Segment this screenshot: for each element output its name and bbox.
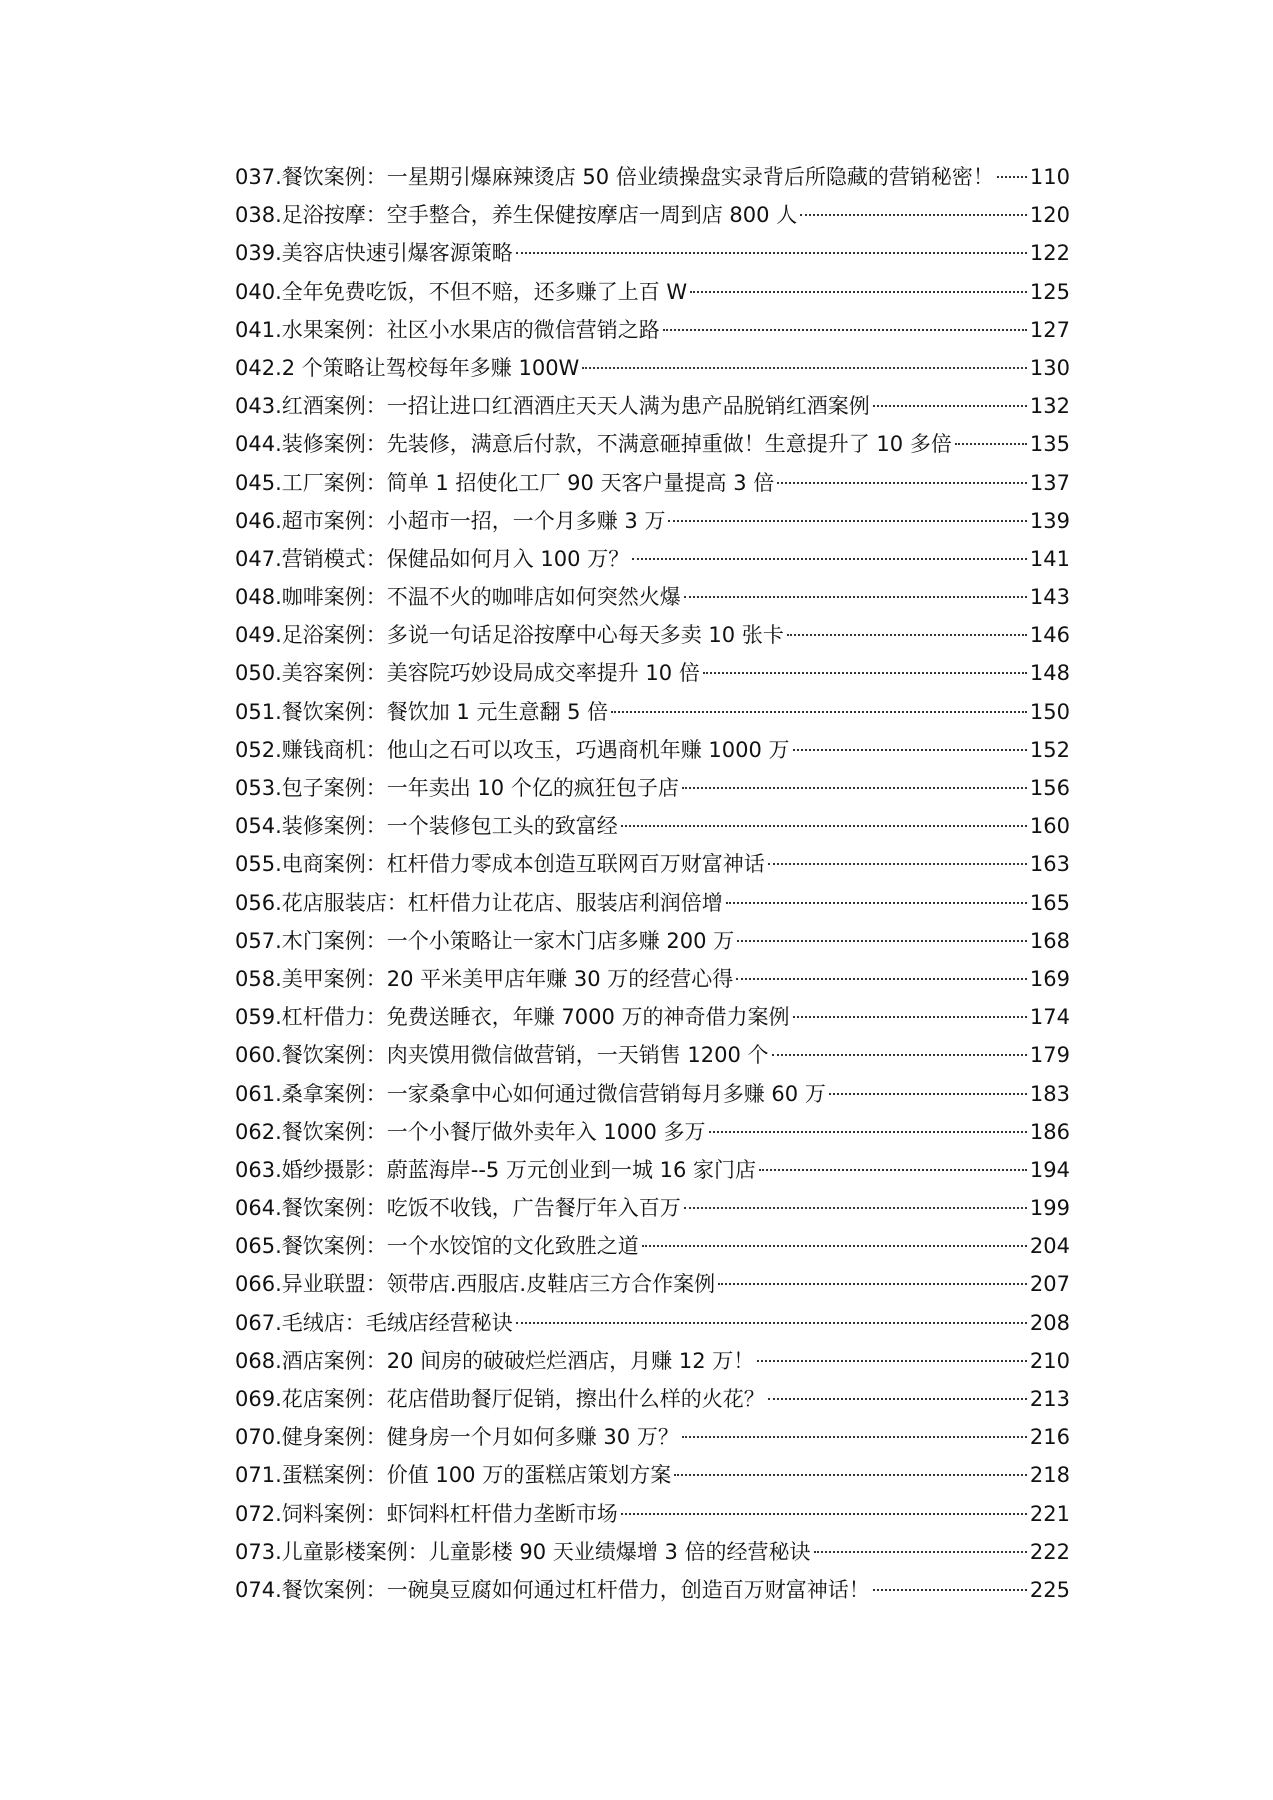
toc-dot-leader	[768, 863, 1027, 865]
toc-entry[interactable]	[235, 693, 1070, 731]
toc-entry-page-number: 174	[1029, 1005, 1070, 1030]
toc-dot-leader	[516, 1322, 1027, 1324]
toc-dot-leader	[768, 1398, 1027, 1400]
toc-entry-page-number: 210	[1029, 1348, 1070, 1373]
toc-entry-page-number: 216	[1029, 1425, 1070, 1450]
toc-entry-title: 044.装修案例：先装修，满意后付款，不满意砸掉重做！生意提升了 10 多倍	[235, 432, 952, 457]
toc-entry-page-number: 125	[1029, 279, 1070, 304]
toc-entry[interactable]	[235, 1265, 1070, 1303]
toc-entry[interactable]	[235, 922, 1070, 960]
toc-entry-title: 061.桑拿案例：一家桑拿中心如何通过微信营销每月多赚 60 万	[235, 1081, 826, 1106]
toc-entry-page-number: 143	[1029, 585, 1070, 610]
toc-entry-page-number: 156	[1029, 776, 1070, 800]
toc-entry-title: 070.健身案例：健身房一个月如何多赚 30 万？	[235, 1425, 679, 1450]
toc-entry-page-number: 204	[1029, 1234, 1070, 1259]
toc-entry[interactable]	[235, 1342, 1070, 1380]
toc-entry-title: 071.蛋糕案例：价值 100 万的蛋糕店策划方案	[235, 1463, 672, 1488]
toc-dot-leader	[793, 749, 1027, 751]
toc-entry-title: 037.餐饮案例：一星期引爆麻辣烫店 50 倍业绩操盘实录背后所隐藏的营销秘密！	[235, 165, 994, 189]
toc-dot-leader	[642, 1245, 1027, 1247]
toc-entry-title: 067.毛绒店：毛绒店经营秘诀	[235, 1310, 513, 1335]
toc-entry-title: 053.包子案例：一年卖出 10 个亿的疯狂包子店	[235, 776, 679, 800]
toc-dot-leader	[684, 1207, 1027, 1209]
toc-entry-title: 048.咖啡案例：不温不火的咖啡店如何突然火爆	[235, 585, 681, 610]
toc-dot-leader	[632, 558, 1027, 560]
toc-entry[interactable]	[235, 1189, 1070, 1227]
toc-dot-leader	[621, 825, 1027, 827]
toc-entry-page-number: 146	[1029, 623, 1070, 648]
toc-entry-title: 059.杠杆借力：免费送睡衣，年赚 7000 万的神奇借力案例	[235, 1005, 790, 1030]
toc-entry-page-number: 179	[1029, 1043, 1070, 1068]
toc-dot-leader	[684, 596, 1027, 598]
toc-entry-title: 068.酒店案例：20 间房的破破烂烂酒店，月赚 12 万！	[235, 1348, 755, 1373]
toc-dot-leader	[516, 252, 1027, 254]
toc-entry[interactable]	[235, 425, 1070, 463]
toc-entry[interactable]	[235, 769, 1070, 807]
toc-entry-title: 045.工厂案例：简单 1 招使化工厂 90 天客户量提高 3 倍	[235, 470, 775, 495]
toc-entry[interactable]	[235, 654, 1070, 692]
toc-entry[interactable]	[235, 234, 1070, 272]
toc-entry-title: 050.美容案例：美容院巧妙设局成交率提升 10 倍	[235, 661, 700, 686]
toc-dot-leader	[682, 1436, 1027, 1438]
toc-entry-title: 040.全年免费吃饭，不但不赔，还多赚了上百 W	[235, 279, 688, 304]
toc-dot-leader	[757, 1360, 1027, 1362]
toc-entry[interactable]	[235, 1304, 1070, 1342]
toc-entry-title: 047.营销模式：保健品如何月入 100 万？	[235, 546, 630, 571]
toc-entry[interactable]	[235, 196, 1070, 234]
toc-entry-page-number: 225	[1029, 1577, 1070, 1602]
toc-dot-leader	[718, 1283, 1027, 1285]
toc-entry-title: 054.装修案例：一个装修包工头的致富经	[235, 814, 618, 839]
toc-entry-page-number: 132	[1029, 394, 1070, 419]
toc-entry-page-number: 139	[1029, 508, 1070, 533]
toc-entry[interactable]	[235, 1571, 1070, 1609]
toc-entry[interactable]	[235, 884, 1070, 922]
toc-dot-leader	[709, 1131, 1027, 1133]
toc-entry-page-number: 110	[1029, 165, 1070, 189]
toc-entry-page-number: 130	[1029, 355, 1070, 380]
toc-dot-leader	[873, 1589, 1027, 1591]
toc-dot-leader	[663, 329, 1027, 331]
toc-entry-title: 057.木门案例：一个小策略让一家木门店多赚 200 万	[235, 928, 735, 953]
toc-entry-title: 065.餐饮案例：一个水饺馆的文化致胜之道	[235, 1234, 639, 1259]
toc-entry[interactable]	[235, 1456, 1070, 1494]
toc-entry-page-number: 169	[1029, 966, 1070, 991]
toc-dot-leader	[737, 940, 1027, 942]
toc-entry[interactable]	[235, 998, 1070, 1036]
toc-entry-page-number: 141	[1029, 546, 1070, 571]
toc-dot-leader	[582, 367, 1027, 369]
toc-entry[interactable]	[235, 1227, 1070, 1265]
toc-entry-title: 072.饲料案例：虾饲料杠杆借力垄断市场	[235, 1501, 618, 1526]
toc-entry-title: 043.红酒案例：一招让进口红酒酒庄天天人满为患产品脱销红酒案例	[235, 394, 870, 419]
toc-entry-page-number: 165	[1029, 890, 1070, 915]
toc-entry[interactable]	[235, 502, 1070, 540]
toc-entry-title: 064.餐饮案例：吃饭不收钱，广告餐厅年入百万	[235, 1196, 681, 1221]
toc-entry[interactable]	[235, 1495, 1070, 1533]
toc-dot-leader	[793, 1016, 1027, 1018]
toc-entry-title: 060.餐饮案例：肉夹馍用微信做营销，一天销售 1200 个	[235, 1043, 769, 1068]
toc-entry-title: 041.水果案例：社区小水果店的微信营销之路	[235, 317, 660, 342]
toc-entry[interactable]	[235, 1533, 1070, 1571]
toc-entry[interactable]	[235, 578, 1070, 616]
toc-entry-title: 042.2 个策略让驾校每年多赚 100W	[235, 355, 580, 380]
toc-dot-leader	[997, 176, 1027, 178]
toc-entry[interactable]	[235, 731, 1070, 769]
toc-entry-page-number: 168	[1029, 928, 1070, 953]
toc-entry-title: 058.美甲案例：20 平米美甲店年赚 30 万的经营心得	[235, 966, 734, 991]
toc-dot-leader	[829, 1093, 1027, 1095]
toc-entry-page-number: 122	[1029, 241, 1070, 266]
toc-dot-leader	[787, 634, 1027, 636]
toc-entry[interactable]	[235, 1151, 1070, 1189]
toc-dot-leader	[777, 482, 1027, 484]
toc-entry-title: 052.赚钱商机：他山之石可以攻玉，巧遇商机年赚 1000 万	[235, 737, 790, 762]
toc-entry[interactable]	[235, 616, 1070, 654]
toc-entry-title: 069.花店案例：花店借助餐厅促销，擦出什么样的火花？	[235, 1387, 765, 1411]
table-of-contents	[235, 158, 1070, 1609]
toc-entry[interactable]	[235, 845, 1070, 883]
toc-entry-title: 062.餐饮案例：一个小餐厅做外卖年入 1000 多万	[235, 1119, 706, 1144]
toc-entry[interactable]	[235, 540, 1070, 578]
toc-entry[interactable]	[235, 1113, 1070, 1151]
toc-dot-leader	[873, 405, 1027, 407]
toc-entry[interactable]	[235, 387, 1070, 425]
toc-dot-leader	[800, 214, 1027, 216]
toc-entry-page-number: 218	[1029, 1463, 1070, 1488]
toc-entry-title: 055.电商案例：杠杆借力零成本创造互联网百万财富神话	[235, 852, 765, 877]
toc-entry-page-number: 148	[1029, 661, 1070, 686]
toc-entry-page-number: 152	[1029, 737, 1070, 762]
toc-entry-page-number: 160	[1029, 814, 1070, 839]
toc-entry-title: 039.美容店快速引爆客源策略	[235, 241, 513, 266]
toc-entry[interactable]	[235, 158, 1070, 196]
toc-entry-page-number: 194	[1029, 1157, 1070, 1182]
toc-entry-title: 046.超市案例：小超市一招，一个月多赚 3 万	[235, 508, 666, 533]
toc-entry-page-number: 163	[1029, 852, 1070, 877]
toc-dot-leader	[611, 711, 1027, 713]
toc-dot-leader	[955, 443, 1027, 445]
toc-entry-title: 066.异业联盟：领带店.西服店.皮鞋店三方合作案例	[235, 1272, 716, 1297]
toc-dot-leader	[772, 1054, 1027, 1056]
toc-dot-leader	[674, 1474, 1027, 1476]
toc-entry-page-number: 208	[1029, 1310, 1070, 1335]
toc-entry[interactable]	[235, 1036, 1070, 1074]
toc-entry[interactable]	[235, 1418, 1070, 1456]
toc-entry-page-number: 150	[1029, 699, 1070, 724]
toc-entry[interactable]	[235, 807, 1070, 845]
toc-entry-page-number: 135	[1029, 432, 1070, 457]
toc-entry-title: 051.餐饮案例：餐饮加 1 元生意翻 5 倍	[235, 699, 609, 724]
toc-dot-leader	[736, 978, 1027, 980]
toc-entry-page-number: 207	[1029, 1272, 1070, 1297]
toc-entry[interactable]	[235, 273, 1070, 311]
toc-entry-page-number: 186	[1029, 1119, 1070, 1144]
toc-dot-leader	[759, 1169, 1027, 1171]
toc-entry-page-number: 120	[1029, 203, 1070, 228]
toc-entry-page-number: 127	[1029, 317, 1070, 342]
toc-entry-title: 063.婚纱摄影：蔚蓝海岸--5 万元创业到一城 16 家门店	[235, 1157, 757, 1182]
toc-entry[interactable]	[235, 1380, 1070, 1418]
toc-entry-page-number: 213	[1029, 1387, 1070, 1411]
toc-dot-leader	[690, 291, 1027, 293]
toc-entry-page-number: 222	[1029, 1539, 1070, 1564]
toc-entry-page-number: 137	[1029, 470, 1070, 495]
toc-entry-title: 038.足浴按摩：空手整合，养生保健按摩店一周到店 800 人	[235, 203, 798, 228]
toc-dot-leader	[814, 1551, 1027, 1553]
toc-dot-leader	[668, 520, 1026, 522]
toc-entry-title: 074.餐饮案例：一碗臭豆腐如何通过杠杆借力，创造百万财富神话！	[235, 1577, 870, 1602]
toc-entry[interactable]	[235, 960, 1070, 998]
toc-entry-page-number: 221	[1029, 1501, 1070, 1526]
toc-entry-title: 073.儿童影楼案例：儿童影楼 90 天业绩爆增 3 倍的经营秘诀	[235, 1539, 811, 1564]
toc-dot-leader	[682, 787, 1027, 789]
toc-entry[interactable]	[235, 1075, 1070, 1113]
toc-entry[interactable]	[235, 311, 1070, 349]
toc-dot-leader	[621, 1513, 1027, 1515]
toc-dot-leader	[726, 902, 1027, 904]
toc-entry[interactable]	[235, 349, 1070, 387]
toc-dot-leader	[703, 672, 1027, 674]
toc-entry-page-number: 183	[1029, 1081, 1070, 1106]
toc-entry[interactable]	[235, 464, 1070, 502]
toc-entry-page-number: 199	[1029, 1196, 1070, 1221]
toc-entry-title: 056.花店服装店：杠杆借力让花店、服装店利润倍增	[235, 890, 723, 915]
toc-entry-title: 049.足浴案例：多说一句话足浴按摩中心每天多卖 10 张卡	[235, 623, 784, 648]
